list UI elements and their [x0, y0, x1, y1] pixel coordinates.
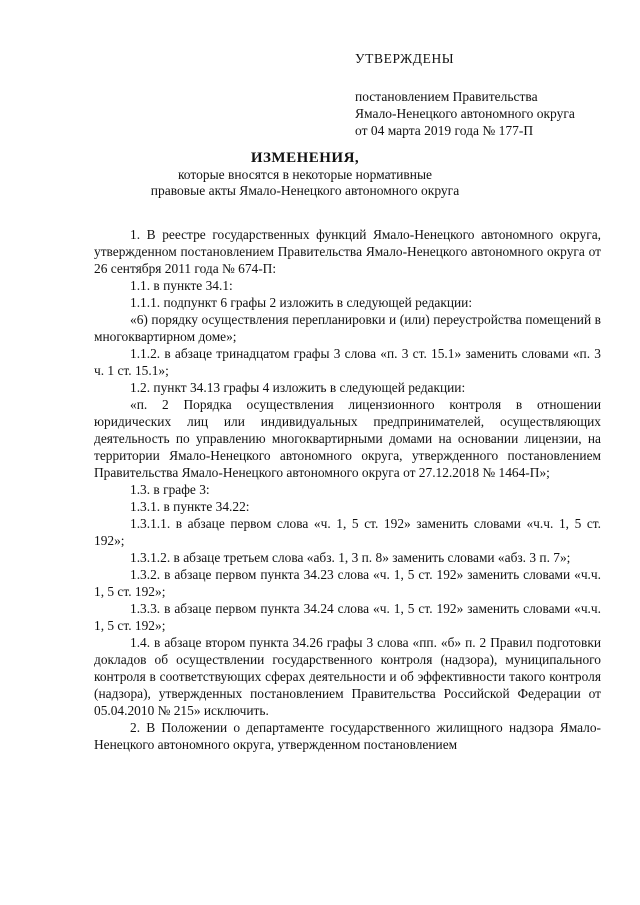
document-body	[94, 226, 601, 753]
approval-line: постановлением Правительства	[355, 89, 538, 104]
paragraph-1: 1. В реестре государственных функций Ямало-Ненецкого автономного округа, утвержденном постановлением Правительства Ямало-Ненецкого автономного округа от 26 сентября 2011 года № 674-П:	[94, 227, 601, 276]
approval-line: от 04 марта 2019 года № 177-П	[355, 123, 534, 138]
paragraph-quote-p2: «п. 2 Порядка осуществления лицензионного контроля в отношении юридических лиц или индивидуальных предпринимателей, осуществляющих деятельность по управлению многоквартирными домами на основании лицензии, на территории Ямало-Ненецкого автономного округа, утвержденного постановлением Правительства Ямало-Ненецкого автономного округа от 27.12.2018 № 1464-П»;	[94, 397, 601, 480]
document-subtitle-line: которые вносятся в некоторые нормативные	[177, 167, 433, 182]
paragraph-quote-6: «6) порядку осуществления перепланировки и (или) переустройства помещений в многоквартирном доме»;	[94, 312, 601, 344]
paragraph-1-3-1-1: 1.3.1.1. в абзаце первом слова «ч. 1, 5 ст. 192» заменить словами «ч.ч. 1, 5 ст. 192»;	[94, 516, 601, 548]
approval-line: Ямало-Ненецкого автономного округа	[355, 106, 575, 121]
paragraph-1-3-1: 1.3.1. в пункте 34.22:	[130, 499, 250, 514]
approval-block	[355, 50, 625, 139]
paragraph-1-4: 1.4. в абзаце втором пункта 34.26 графы 3 слова «пп. «б» п. 2 Правил подготовки докладов об осуществлении государственного контроля (надзора), муниципального контроля в соответствующих сферах деятельности и об эффективности такого контроля (надзора), утвержденных постановлением Правительства Российской Федерации от 05.04.2010 № 215» исключить.	[94, 635, 601, 718]
approval-title: УТВЕРЖДЕНЫ	[355, 51, 455, 66]
paragraph-1-3-2: 1.3.2. в абзаце первом пункта 34.23 слова «ч. 1, 5 ст. 192» заменить словами «ч.ч. 1, 5 ст. 192»;	[94, 567, 601, 599]
paragraph-1-3-3: 1.3.3. в абзаце первом пункта 34.24 слова «ч. 1, 5 ст. 192» заменить словами «ч.ч. 1, 5 ст. 192»;	[94, 601, 601, 633]
paragraph-1-3: 1.3. в графе 3:	[130, 482, 210, 497]
document-title: ИЗМЕНЕНИЯ,	[250, 150, 360, 166]
document-subtitle-line: правовые акты Ямало-Ненецкого автономного округа	[150, 183, 460, 198]
paragraph-2: 2. В Положении о департаменте государственного жилищного надзора Ямало-Ненецкого автономного округа, утвержденном постановлением	[94, 720, 601, 752]
paragraph-1-2: 1.2. пункт 34.13 графы 4 изложить в следующей редакции:	[130, 380, 466, 395]
paragraph-1-1: 1.1. в пункте 34.1:	[130, 278, 233, 293]
paragraph-1-1-2: 1.1.2. в абзаце тринадцатом графы 3 слова «п. 3 ст. 15.1» заменить словами «п. 3 ч. 1 ст. 15.1»;	[94, 346, 601, 378]
paragraph-1-1-1: 1.1.1. подпункт 6 графы 2 изложить в следующей редакции:	[130, 295, 473, 310]
document-heading	[95, 149, 515, 199]
paragraph-1-3-1-2: 1.3.1.2. в абзаце третьем слова «абз. 1, 3 п. 8» заменить словами «абз. 3 п. 7»;	[130, 550, 571, 565]
